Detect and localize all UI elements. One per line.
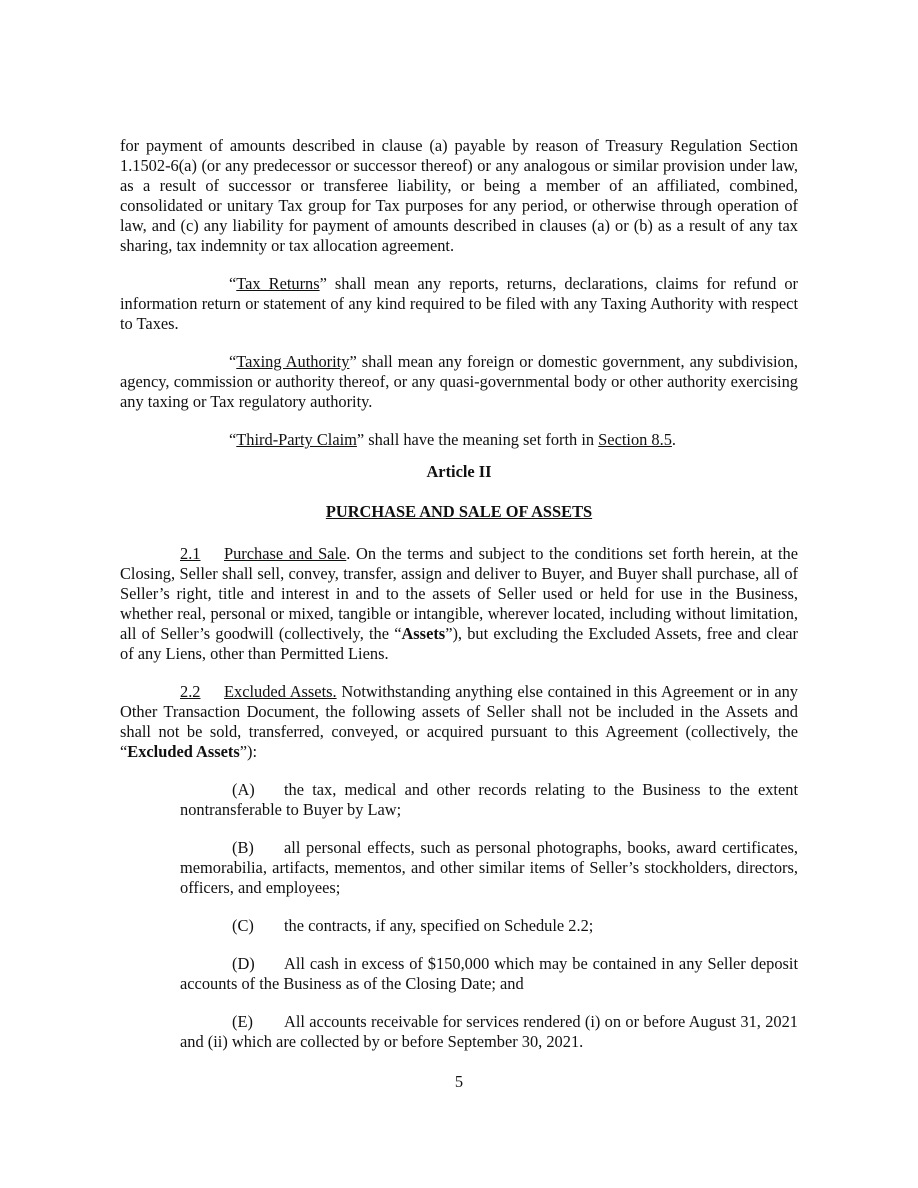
list-item-label: (C) xyxy=(232,916,254,935)
list-item-label: (A) xyxy=(232,780,255,799)
defined-term: Third-Party Claim xyxy=(236,430,357,449)
definition-third-party-claim: “Third-Party Claim” shall have the meaning set forth in Section 8.5. xyxy=(229,430,677,449)
document-body xyxy=(120,136,798,1070)
section-number: 2.2 xyxy=(180,682,201,701)
section-reference: Section 8.5 xyxy=(598,430,672,449)
section-title: Excluded Assets. xyxy=(224,682,337,701)
list-item-label: (E) xyxy=(232,1012,253,1031)
list-item-text: All accounts receivable for services rendered (i) on or before August 31, 2021 and (ii) which are collected by or before September 30, 2021. xyxy=(180,1012,798,1051)
page-number: 5 xyxy=(454,1072,464,1091)
defined-term-assets: Assets xyxy=(401,624,446,643)
list-item-text: the contracts, if any, specified on Schedule 2.2; xyxy=(284,916,594,935)
list-item xyxy=(180,954,798,994)
list-item-label: (B) xyxy=(232,838,254,857)
list-item xyxy=(180,838,798,898)
defined-term: Tax Returns xyxy=(236,274,320,293)
list-item xyxy=(180,780,798,820)
list-item-text: all personal effects, such as personal photographs, books, award certificates, memorabilia, artifacts, mementos, and other similar items of Seller’s stockholders, directors, officers, and employees; xyxy=(180,838,798,897)
continuation-paragraph: for payment of amounts described in clause (a) payable by reason of Treasury Regulation Section 1.1502-6(a) (or any predecessor or successor thereof) or any analogous or similar provision under law, as a result of successor or transferee liability, or being a member of an affiliated, combined, consolidated or unitary Tax group for Tax purposes for any period, or otherwise through operation of law, and (c) any liability for payment of amounts described in clauses (a) or (b) as a result of any tax sharing, tax indemnity or tax allocation agreement. xyxy=(120,136,798,255)
article-heading: PURCHASE AND SALE OF ASSETS xyxy=(325,502,593,521)
section-2-1: 2.1 Purchase and Sale. On the terms and subject to the conditions set forth herein, at the Closing, Seller shall sell, convey, transfer, assign and deliver to Buyer, and Buyer shall purchase, all of Seller’s right, title and interest in and to the assets of Seller used or held for use in the Business, whether real, personal or mixed, tangible or intangible, wherever located, including without limitation, all of Seller’s goodwill (collectively, the “Assets”), but excluding the Excluded Assets, free and clear of any Liens, other than Permitted Liens. xyxy=(120,544,799,663)
list-item-label: (D) xyxy=(232,954,255,973)
defined-term-excluded-assets: Excluded Assets xyxy=(127,742,240,761)
list-item xyxy=(180,1012,798,1052)
list-item-text: the tax, medical and other records relating to the Business to the extent nontransferable to Buyer by Law; xyxy=(180,780,798,819)
list-item-text: All cash in excess of $150,000 which may be contained in any Seller deposit accounts of the Business as of the Closing Date; and xyxy=(180,954,798,993)
section-number: 2.1 xyxy=(180,544,201,563)
section-title: Purchase and Sale xyxy=(224,544,347,563)
definition-tax-returns: “Tax Returns” shall mean any reports, returns, declarations, claims for refund or information return or statement of any kind required to be filed with any Taxing Authority with respect to Taxes. xyxy=(120,274,798,333)
defined-term: Taxing Authority xyxy=(236,352,350,371)
article-number: Article II xyxy=(426,462,492,481)
list-item xyxy=(180,916,798,936)
definition-text: shall mean any reports, returns, declarations, claims for refund or information return or statement of any kind required to be filed with any Taxing Authority with respect to Taxes. xyxy=(120,274,798,333)
definition-text: shall mean any foreign or domestic government, any subdivision, agency, commission or authority thereof, or any quasi-governmental body or other authority exercising any taxing or Tax regulatory authority. xyxy=(120,352,798,411)
definition-taxing-authority: “Taxing Authority” shall mean any foreign or domestic government, any subdivision, agency, commission or authority thereof, or any quasi-governmental body or other authority exercising any taxing or Tax regulatory authority. xyxy=(120,352,798,411)
definition-text: shall have the meaning set forth in xyxy=(364,430,599,449)
section-2-2: 2.2 Excluded Assets. Notwithstanding anything else contained in this Agreement or in any Other Transaction Document, the following assets of Seller shall not be included in the Assets and shall not be sold, transferred, conveyed, or acquired pursuant to this Agreement (collectively, the “Excluded Assets”): xyxy=(120,682,798,761)
